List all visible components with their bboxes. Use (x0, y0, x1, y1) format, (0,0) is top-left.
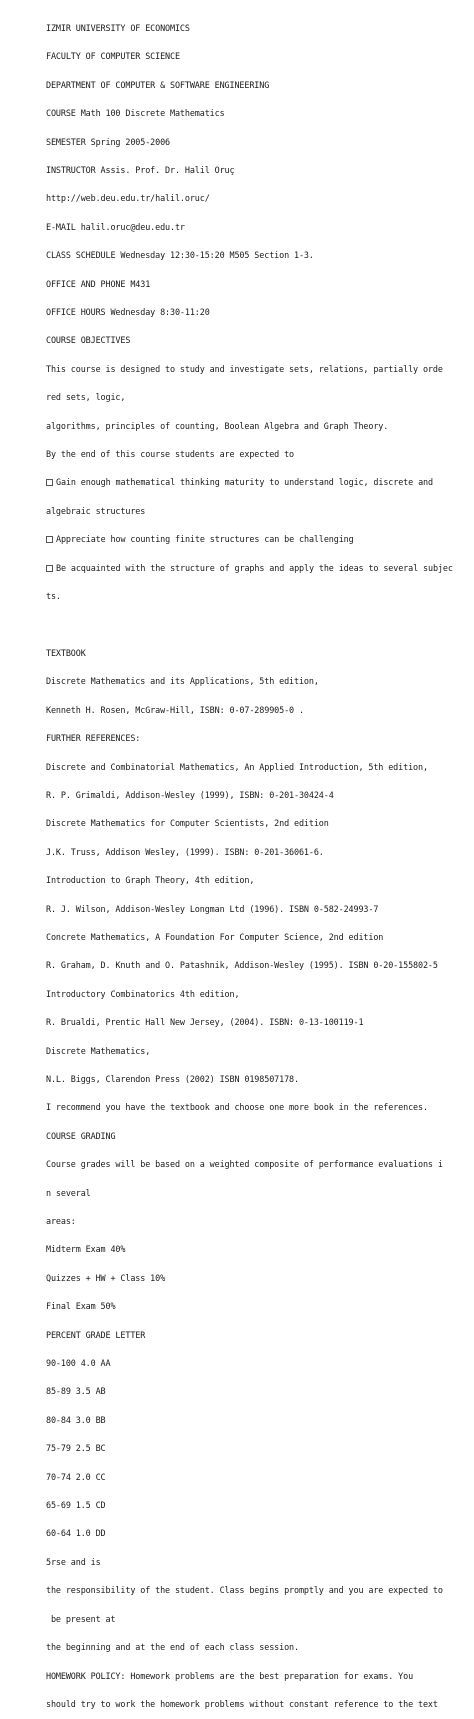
document-page (46, 5, 472, 1719)
bullet-box-icon (46, 536, 53, 543)
reference-title: Concrete Mathematics, A Foundation For Computer Science, 2nd edition (46, 931, 384, 942)
grade-table-row: 90-100 4.0 AA (46, 1358, 111, 1369)
grade-table-header: PERCENT GRADE LETTER (46, 1329, 146, 1340)
further-references-heading: FURTHER REFERENCES: (46, 733, 141, 744)
objective-bullet-continuation: ts. (46, 591, 61, 602)
grading-component: Midterm Exam 40% (46, 1244, 126, 1255)
textbook-heading: TEXTBOOK (46, 647, 86, 658)
grade-table-row: 65-69 1.5 CD (46, 1500, 106, 1511)
reference-title: Introduction to Graph Theory, 4th edition, (46, 875, 255, 886)
grading-text: areas: (46, 1216, 76, 1226)
policy-text: the responsibility of the student. Class begins promptly and you are expected to (46, 1585, 443, 1596)
grade-table-row: 85-89 3.5 AB (46, 1386, 106, 1397)
course-grading-heading: COURSE GRADING (46, 1130, 116, 1141)
policy-text: be present at (46, 1613, 116, 1624)
reference-author: R. P. Grimaldi, Addison-Wesley (1999), ISBN: 0-201-30424-4 (46, 789, 334, 800)
grade-table-row: 75-79 2.5 BC (46, 1443, 106, 1454)
objectives-text: By the end of this course students are expected to (46, 449, 294, 460)
reference-title: Discrete Mathematics for Computer Scientists, 2nd edition (46, 818, 329, 829)
reference-author: N.L. Biggs, Clarendon Press (2002) ISBN 0198507178. (46, 1073, 299, 1084)
university-name: IZMIR UNIVERSITY OF ECONOMICS (46, 22, 190, 33)
objectives-text: red sets, logic, (46, 392, 126, 403)
instructor-url: http://web.deu.edu.tr/halil.oruc/ (46, 193, 210, 204)
blank-line (46, 620, 472, 629)
objective-bullet-item (46, 478, 472, 487)
bullet-box-icon (46, 565, 53, 572)
policy-text: the beginning and at the end of each class session. (46, 1642, 299, 1653)
course-line: COURSE Math 100 Discrete Mathematics (46, 108, 225, 119)
reference-title: Discrete Mathematics, (46, 1045, 151, 1056)
objectives-text: algorithms, principles of counting, Boolean Algebra and Graph Theory. (46, 420, 389, 431)
grade-table-row: 70-74 2.0 CC (46, 1471, 106, 1482)
objective-bullet-text: Appreciate how counting finite structures can be challenging (56, 534, 354, 545)
instructor-line: INSTRUCTOR Assis. Prof. Dr. Halil Oruç (46, 164, 235, 175)
objective-bullet-text: Be acquainted with the structure of graphs and apply the ideas to several subjec (56, 562, 453, 573)
grade-table-row: 80-84 3.0 BB (46, 1414, 106, 1425)
homework-policy-text: HOMEWORK POLICY: Homework problems are the best preparation for exams. You (46, 1670, 414, 1681)
reference-author: J.K. Truss, Addison Wesley, (1999). ISBN: 0-201-36061-6. (46, 846, 324, 857)
objective-bullet-item (46, 564, 472, 573)
reference-author: R. J. Wilson, Addison-Wesley Longman Ltd (1996). ISBN 0-582-24993-7 (46, 903, 379, 914)
reference-title: Introductory Combinatorics 4th edition, (46, 988, 240, 999)
textbook-author: Kenneth H. Rosen, McGraw-Hill, ISBN: 0-07-289905-0 . (46, 704, 304, 715)
objective-bullet-text: Gain enough mathematical thinking maturity to understand logic, discrete and (56, 477, 433, 488)
homework-policy-text: should try to work the homework problems without constant reference to the text (46, 1698, 438, 1709)
department-name: DEPARTMENT OF COMPUTER & SOFTWARE ENGINEERING (46, 79, 270, 90)
grading-component: Quizzes + HW + Class 10% (46, 1272, 166, 1283)
reference-author: R. Brualdi, Prentic Hall New Jersey, (2004). ISBN: 0-13-100119-1 (46, 1017, 364, 1028)
policy-text: 5rse and is (46, 1556, 101, 1567)
reference-author: R. Graham, D. Knuth and O. Patashnik, Addison-Wesley (1995). ISBN 0-20-155802-5 (46, 960, 438, 971)
email-line: E-MAIL halil.oruc@deu.edu.tr (46, 221, 185, 232)
semester-line: SEMESTER Spring 2005-2006 (46, 136, 170, 147)
grade-table-row: 60-64 1.0 DD (46, 1528, 106, 1539)
faculty-name: FACULTY OF COMPUTER SCIENCE (46, 51, 180, 62)
reference-title: Discrete and Combinatorial Mathematics, An Applied Introduction, 5th edition, (46, 761, 428, 772)
grading-text: n several (46, 1187, 91, 1198)
bullet-box-icon (46, 479, 53, 486)
textbook-title: Discrete Mathematics and its Applications, 5th edition, (46, 676, 319, 687)
class-schedule-line: CLASS SCHEDULE Wednesday 12:30-15:20 M505 Section 1-3. (46, 250, 314, 261)
objective-bullet-continuation: algebraic structures (46, 505, 146, 516)
grading-text: Course grades will be based on a weighted composite of performance evaluations i (46, 1159, 443, 1170)
recommendation-text: I recommend you have the textbook and choose one more book in the references. (46, 1102, 428, 1113)
office-hours-line: OFFICE HOURS Wednesday 8:30-11:20 (46, 307, 210, 317)
objectives-text: This course is designed to study and investigate sets, relations, partially orde (46, 363, 443, 374)
grading-component: Final Exam 50% (46, 1301, 116, 1312)
objective-bullet-item (46, 535, 472, 544)
course-objectives-heading: COURSE OBJECTIVES (46, 335, 131, 346)
office-phone-line: OFFICE AND PHONE M431 (46, 278, 151, 289)
